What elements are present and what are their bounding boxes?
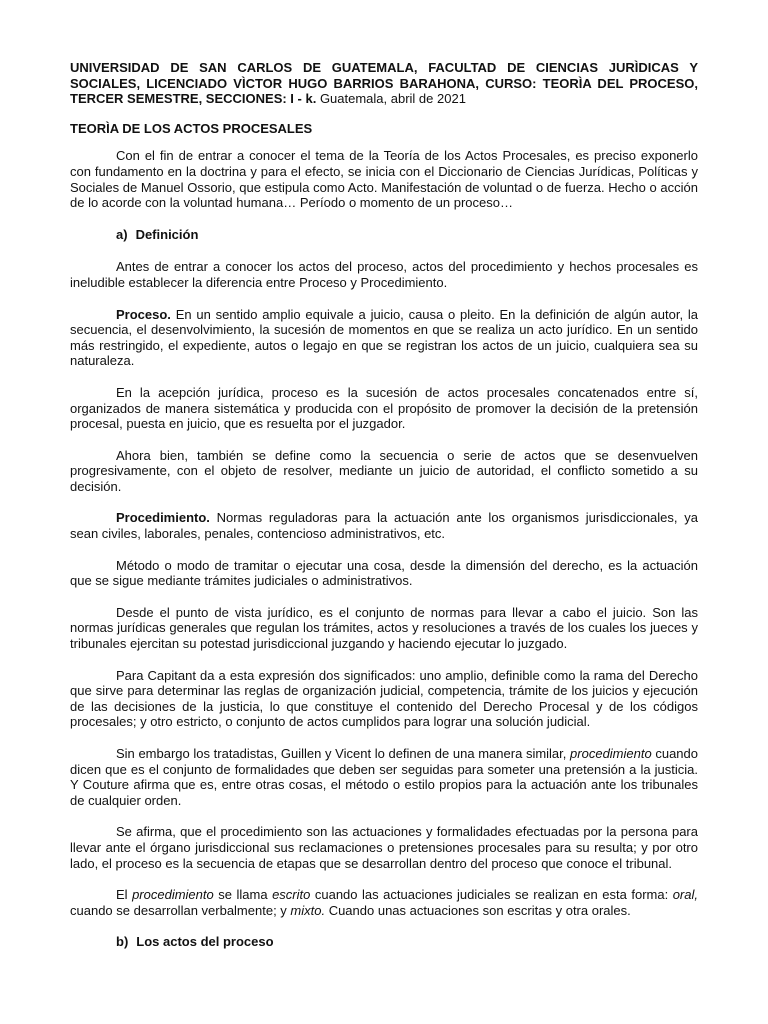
procedimiento-definition: Normas reguladoras para la actuación ante los organismos jurisdiccionales, ya sean civiles, laborales, penales, contencioso administrativos, etc. xyxy=(70,510,698,542)
el-italic-procedimiento: procedimiento xyxy=(132,887,214,903)
paragraph-capitant: Para Capitant da a esta expresión dos significados: uno amplio, definible como la rama del Derecho que sirve para determinar las reglas de organización judicial, competencia, trámite de los juicios y ejecución de las decisiones de la justicia, lo que constituye el contenido del Derecho Procesal y de los códigos procesales; y otro estricto, o conjunto de actos cumplidos para lograr una solución judicial. xyxy=(70,667,698,730)
el-italic-mixto: mixto. xyxy=(290,902,326,918)
el-italic-escrito: escrito xyxy=(272,887,311,903)
section-b-label: b) xyxy=(116,934,129,950)
section-a-title: Definición xyxy=(135,226,199,242)
section-a-label: a) xyxy=(116,226,128,242)
paragraph-ahora: Ahora bien, también se define como la secuencia o serie de actos que se desenvuelven progresivamente, con el objeto de resolver, mediante un juicio de autoridad, el conflicto sometido a su decisión. xyxy=(70,447,698,494)
paragraph-intro: Con el fin de entrar a conocer el tema de la Teoría de los Actos Procesales, es preciso exponerlo con fundamento en la doctrina y para el efecto, se inicia con el Diccionario de Ciencias Jurídicas, Políticas y Sociales de Manuel Ossorio, que estipula como Acto. Manifestación de voluntad o de fuerza. Hecho o acción de lo acorde con la voluntad humana… Período o momento de un proceso… xyxy=(70,148,698,211)
paragraph-procedimiento xyxy=(70,510,698,541)
guillen-text-1: Sin embargo los tratadistas, Guillen y Vicent lo definen de una manera similar, xyxy=(116,746,571,761)
el-text-2: se llama xyxy=(213,887,273,903)
paragraph-proceso xyxy=(70,307,698,369)
document-title: TEORÌA DE LOS ACTOS PROCESALES xyxy=(70,120,313,136)
header-date: Guatemala, abril de 2021 xyxy=(316,91,466,107)
paragraph-antes: Antes de entrar a conocer los actos del proceso, actos del procedimiento y hechos procesales es ineludible establecer la diferencia entre Proceso y Procedimiento. xyxy=(70,259,698,290)
el-text-1: El xyxy=(116,887,133,903)
paragraph-el-procedimiento xyxy=(70,887,698,918)
el-text-5: Cuando unas actuaciones son escritas y otra orales. xyxy=(325,902,631,918)
guillen-italic-term: procedimiento xyxy=(570,746,652,761)
el-text-3: cuando las actuaciones judiciales se realizan en esta forma: xyxy=(310,887,673,903)
guillen-text-2: cuando dicen que es el conjunto de formalidades que deben ser seguidas para someter una pretensión a la justicia. Y Couture afirma que es, entre otras cosas, el método o estilo propios para la actuación ante los tribunales de cualquier orden. xyxy=(70,746,699,808)
paragraph-afirma: Se afirma, que el procedimiento son las actuaciones y formalidades efectuadas por la persona para llevar ante el órgano jurisdiccional sus reclamaciones o pretensiones procesales para su resulta; y por otro lado, el proceso es la secuencia de etapas que se desarrollan dentro del proceso que conoce el tribunal. xyxy=(70,824,698,871)
el-text-4: cuando se desarrollan verbalmente; y xyxy=(70,902,291,918)
paragraph-guillen xyxy=(70,746,698,808)
section-b-title: Los actos del proceso xyxy=(136,934,274,950)
proceso-definition: En un sentido amplio equivale a juicio, causa o pleito. En la definición de algún autor, la secuencia, el desenvolvimiento, la sucesión de momentos en que se realiza un acto jurídico. En un sentido más restringido, el expediente, autos o legajo en que se registran los actos de un juicio, cualquiera sea su naturaleza. xyxy=(70,306,698,369)
section-heading-b xyxy=(70,934,698,950)
section-heading-a xyxy=(70,227,698,243)
term-proceso: Proceso. xyxy=(116,306,171,322)
paragraph-desde: Desde el punto de vista jurídico, es el conjunto de normas para llevar a cabo el juicio. Son las normas jurídicas generales que regulan los trámites, actos y resoluciones a través de los cuales los jueces y tribunales ejercitan su potestad jurisdiccional juzgando y haciendo ejecutar lo juzgado. xyxy=(70,604,698,652)
paragraph-metodo: Método o modo de tramitar o ejecutar una cosa, desde la dimensión del derecho, es la actuación que se sigue mediante trámites judiciales o administrativos. xyxy=(70,557,698,589)
header-institution: UNIVERSIDAD DE SAN CARLOS DE GUATEMALA, FACULTAD DE CIENCIAS JURÌDICAS Y SOCIALES, LICENCIADO VÌCTOR HUGO BARRIOS BARAHONA, CURSO: TEORÌA DEL PROCESO, TERCER SEMESTRE, SECCIONES: I - k. xyxy=(70,60,698,107)
paragraph-acepcion: En la acepción jurídica, proceso es la sucesión de actos procesales concatenados entre sí, organizados de manera sistemática y producida con el propósito de promover la decisión de la pretensión procesal, puesta en juicio, que es resuelta por el juzgador. xyxy=(70,384,698,432)
document-header xyxy=(70,60,698,107)
el-italic-oral: oral, xyxy=(672,887,698,903)
term-procedimiento: Procedimiento. xyxy=(116,510,210,526)
